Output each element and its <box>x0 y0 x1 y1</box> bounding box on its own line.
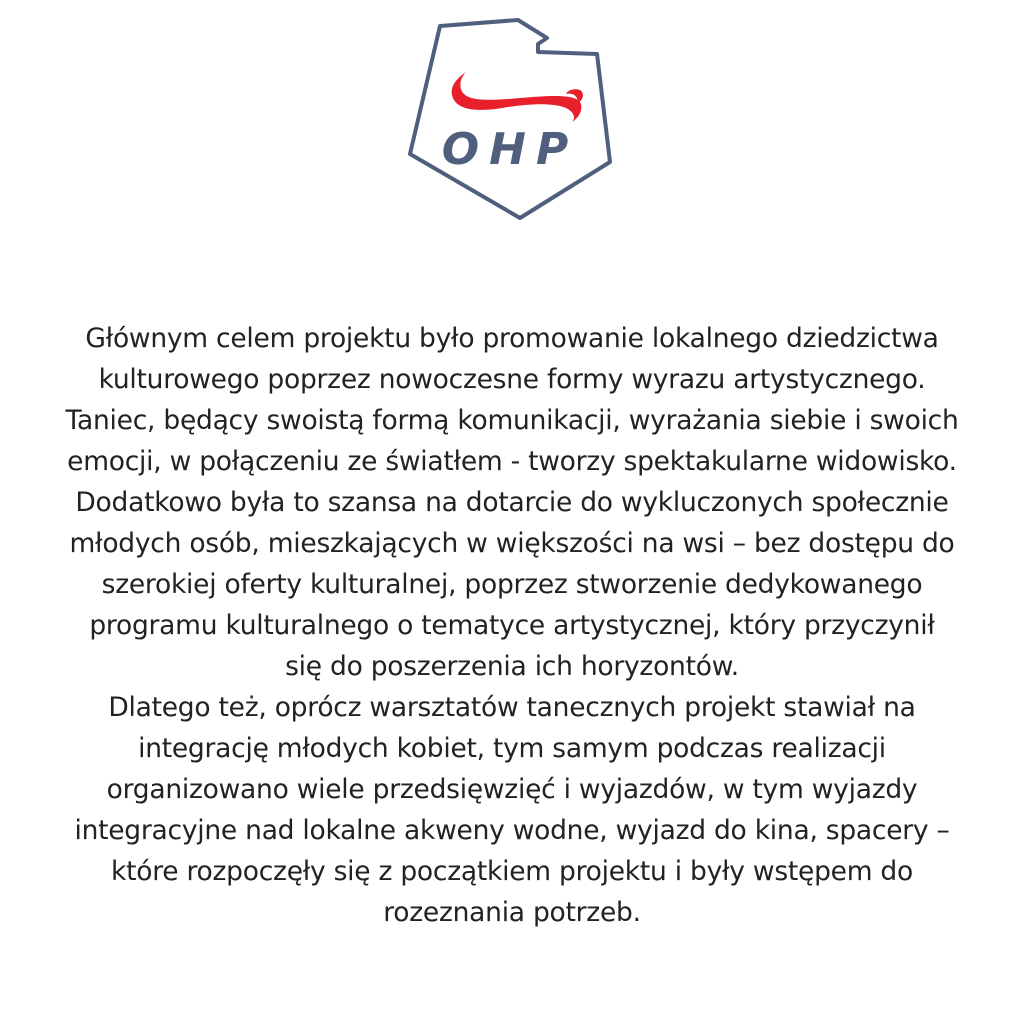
article-line: Dodatkowo była to szansa na dotarcie do wykluczonych społecznie <box>75 487 949 518</box>
logo-swoosh <box>452 72 582 122</box>
logo-outline <box>410 20 610 218</box>
article-line: kulturowego poprzez nowoczesne formy wyrazu artystycznego. <box>98 364 926 395</box>
ohp-logo-icon <box>406 14 618 222</box>
article-line: Taniec, będący swoistą formą komunikacji, wyrażania siebie i swoich <box>65 405 959 436</box>
article-line: integracyjne nad lokalne akweny wodne, wyjazd do kina, spacery – <box>74 815 950 846</box>
article-line: programu kulturalnego o tematyce artystycznej, który przyczynił <box>89 610 935 641</box>
article-body <box>20 318 1004 933</box>
ohp-logo <box>406 14 618 222</box>
article-line: które rozpoczęły się z początkiem projektu i były wstępem do <box>111 856 913 887</box>
article-line: rozeznania potrzeb. <box>383 897 641 928</box>
article-line: organizowano wiele przedsięwzięć i wyjazdów, w tym wyjazdy <box>106 774 918 805</box>
article-line: się do poszerzenia ich horyzontów. <box>285 651 739 682</box>
article-line: szerokiej oferty kulturalnej, poprzez stworzenie dedykowanego <box>101 569 923 600</box>
article-line: emocji, w połączeniu ze światłem - tworzy spektakularne widowisko. <box>67 446 957 477</box>
logo-text: OHP <box>441 124 579 175</box>
article-line: Dlatego też, oprócz warsztatów tanecznych projekt stawiał na <box>108 692 916 723</box>
article-line: młodych osób, mieszkających w większości na wsi – bez dostępu do <box>69 528 955 559</box>
article-line: Głównym celem projektu było promowanie lokalnego dziedzictwa <box>85 323 939 354</box>
article-line: integrację młodych kobiet, tym samym podczas realizacji <box>138 733 886 764</box>
